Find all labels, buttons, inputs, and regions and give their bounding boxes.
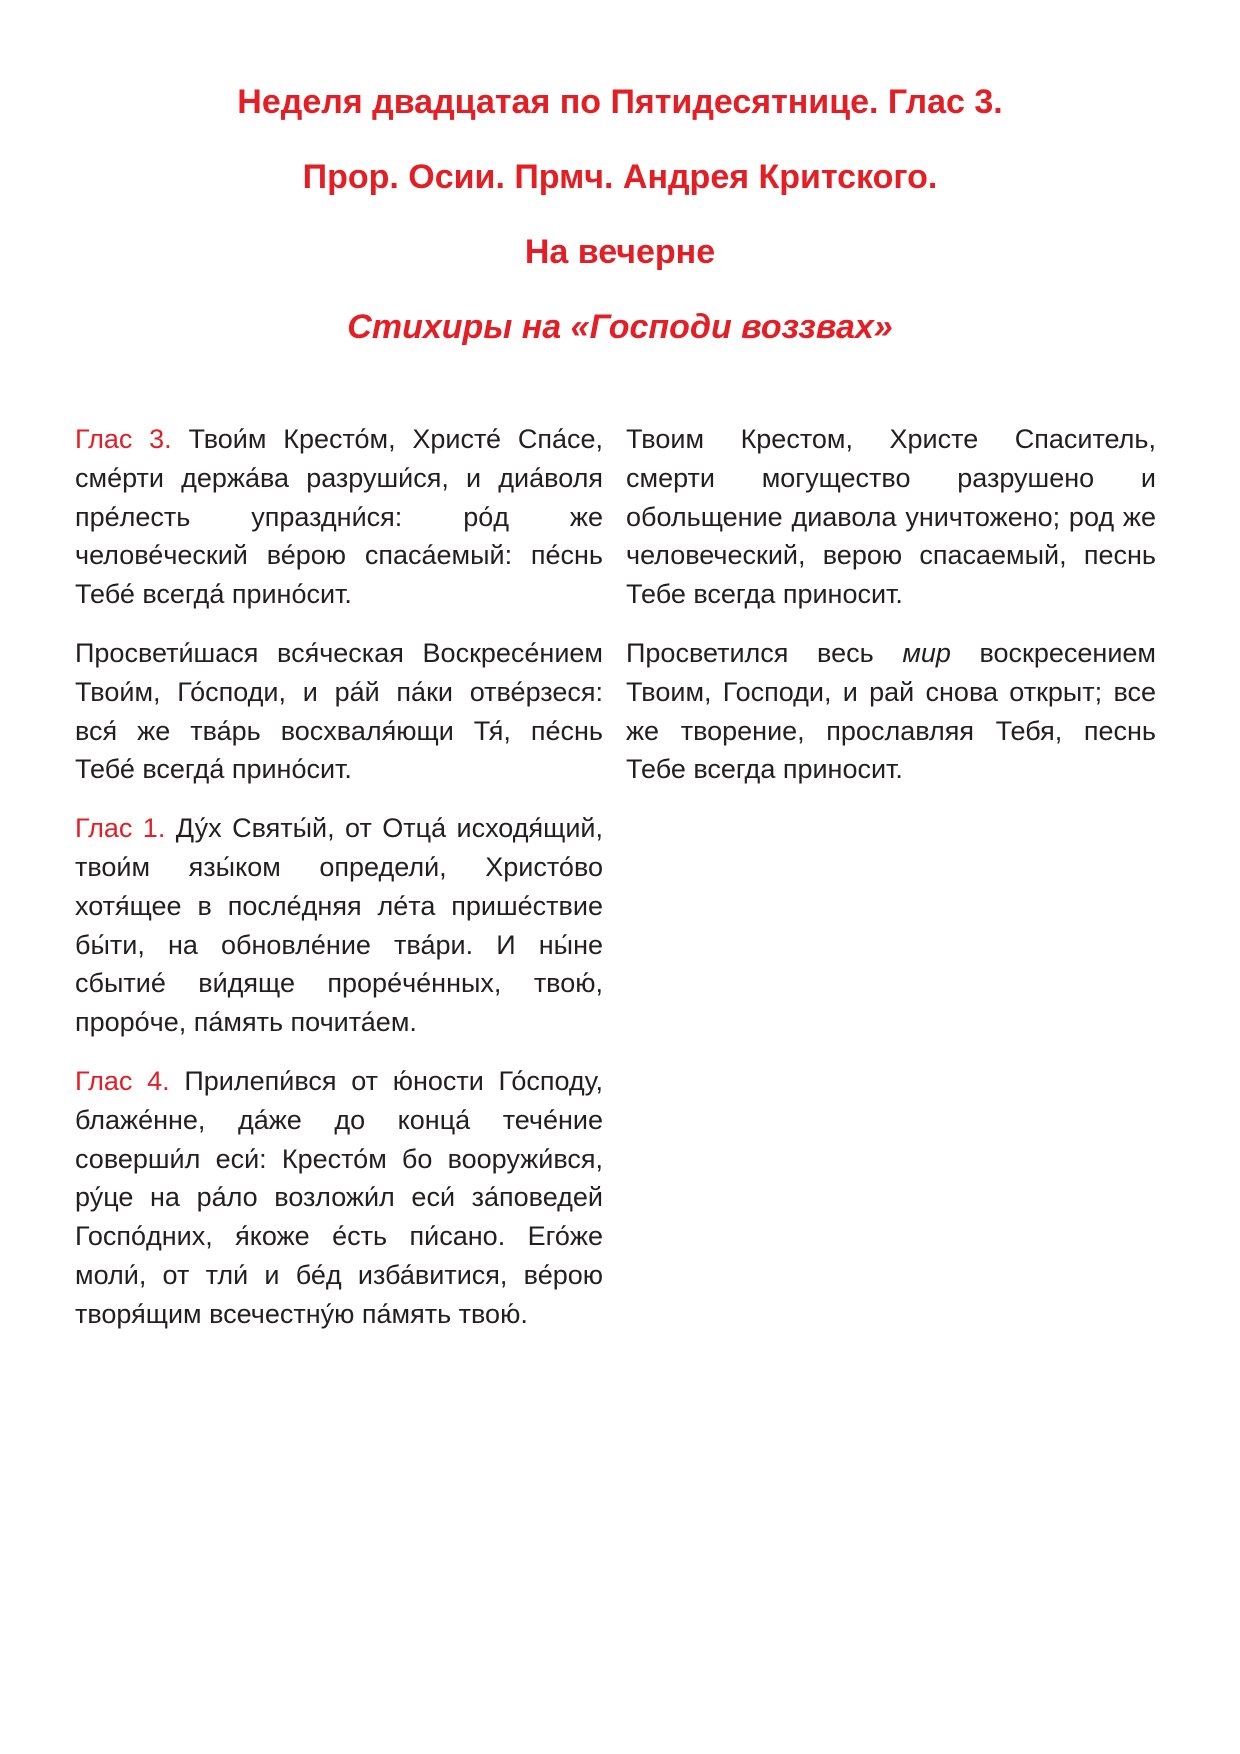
service-heading: На вечерне bbox=[524, 233, 716, 271]
stichera-text: Твоим Крестом, Христе Спаситель, смерти могущество разрушено и обольщение диавола уничтожено; род же человеческий, верою спасаемый, песнь Тебе всегда приносит. bbox=[626, 424, 1156, 610]
heading-block bbox=[0, 82, 1240, 382]
stichera-text: Твои́м Кресто́м, Христе́ Спа́се, сме́рти держа́ва разруши́ся, и диа́воля пре́лесть упраздни́ся: ро́д же челове́ческий ве́рою спаса́емый: пе́снь Тебе́ всегда́ прино́сит. bbox=[75, 424, 603, 610]
stichera-text-end: воскресением Твоим, Господи, и рай снова открыт; все же творение, прославляя Тебя, песнь Тебе всегда приносит. bbox=[626, 637, 1156, 785]
stichera-text: Просвети́шася вся́ческая Воскресе́нием Твои́м, Го́споди, и ра́й па́ки отве́рзеся: вся́ же тва́рь восхваля́ющи Тя́, пе́снь Тебе́ всегда́ прино́сит. bbox=[75, 637, 603, 785]
tone-label: Глас 3. bbox=[75, 424, 172, 454]
stichera-russian-1 bbox=[626, 420, 1156, 614]
stichera-slavonic-4 bbox=[75, 1062, 603, 1334]
stichera-text: Ду́х Святы́й, от Отца́ исходя́щий, твои́м язы́ком определи́, Христо́во хотя́щее в после́дняя ле́та прише́ствие бы́ти, на обновле́ние тва́ри. И ны́не сбытие́ ви́дяще проре́че́нных, твою́, проро́че, па́мять почита́ем. bbox=[75, 813, 603, 1038]
stichera-russian-2 bbox=[626, 634, 1156, 789]
commemoration-heading: Прор. Осии. Прмч. Андрея Критского. bbox=[302, 158, 938, 196]
stichera-slavonic-1 bbox=[75, 420, 603, 614]
stichera-slavonic-2 bbox=[75, 634, 603, 789]
stichera-text: Прилепи́вся от ю́ности Го́споду, блаже́нне, да́же до конца́ тече́ние соверши́л еси́: Кресто́м бо вооружи́вся, ру́це на ра́ло возложи́л еси́ за́поведей Госпо́дних, я́коже е́сть пи́сано. Его́же моли́, от тли́ и бе́д изба́витися, ве́рою творя́щим всечестну́ю па́мять твою́. bbox=[75, 1065, 603, 1329]
stichera-text-start: Просветился весь bbox=[626, 637, 903, 668]
russian-column bbox=[626, 420, 1156, 809]
emphasis-word: мир bbox=[902, 637, 951, 668]
tone-label: Глас 1. bbox=[75, 813, 166, 844]
slavonic-column bbox=[75, 420, 603, 1354]
tone-label: Глас 4. bbox=[75, 1065, 170, 1096]
stichera-slavonic-3 bbox=[75, 809, 603, 1042]
page-title: Неделя двадцатая по Пятидесятнице. Глас 3. bbox=[237, 83, 1003, 121]
section-heading: Стихиры на «Господи воззвах» bbox=[347, 308, 893, 346]
